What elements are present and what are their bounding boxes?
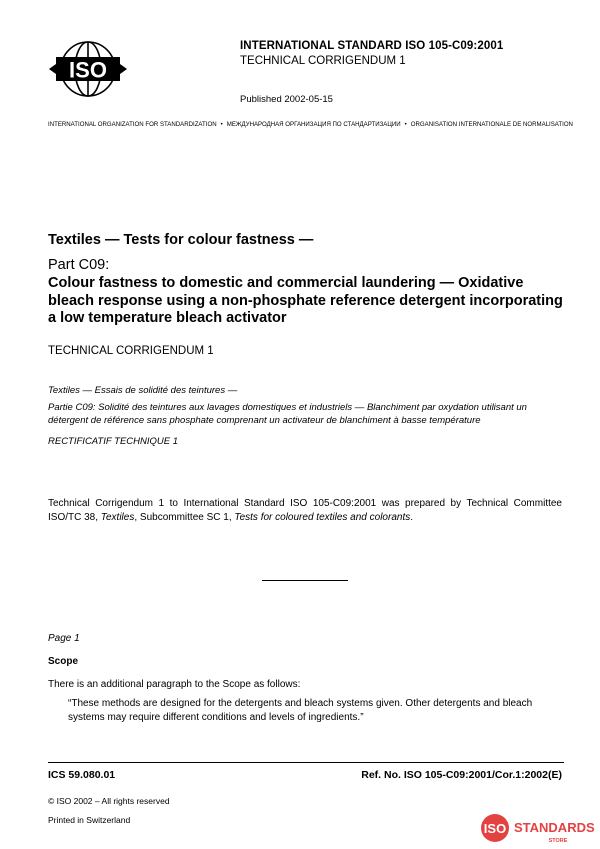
arrow-left-icon [49, 64, 56, 74]
arrow-right-icon [120, 64, 127, 74]
prepared-by-paragraph [48, 497, 562, 525]
prepared-text-1: Technical Corrigendum 1 to International Standard ISO 105-C09:2001 was prepared by Technical Committee ISO/TC 38, [48, 498, 562, 523]
org-separator: • [220, 121, 223, 128]
copyright-notice: © ISO 2002 – All rights reserved [48, 796, 170, 806]
organization-line [48, 121, 573, 128]
store-label-text: STORE [548, 838, 568, 844]
scope-quote: “These methods are designed for the detergents and bleach systems given. Other detergents and bleach systems may require different conditions and levels of ingredients.” [68, 698, 533, 723]
ics-code: ICS 59.080.01 [48, 769, 116, 781]
part-title: Colour fastness to domestic and commercial laundering — Oxidative bleach response using a non-phosphate reference detergent incorporating a low temperature bleach activator [48, 275, 563, 326]
org-name-en: INTERNATIONAL ORGANIZATION FOR STANDARDIZATION [48, 121, 217, 128]
corrigendum-heading: TECHNICAL CORRIGENDUM 1 [48, 345, 214, 357]
iso-standards-store-logo[interactable] [478, 812, 596, 846]
prepared-text-2: , Subcommittee SC 1, [134, 512, 235, 523]
footer-rule [48, 762, 564, 763]
standard-title: INTERNATIONAL STANDARD ISO 105-C09:2001 [240, 40, 504, 52]
section-divider [262, 580, 348, 581]
store-standards-text: STANDARDS [514, 820, 595, 835]
french-corrigendum: RECTIFICATIF TECHNIQUE 1 [48, 436, 179, 447]
main-title: Textiles — Tests for colour fastness — [48, 232, 314, 248]
published-date: Published 2002-05-15 [240, 94, 333, 105]
store-iso-text: ISO [483, 821, 507, 836]
org-separator: • [404, 121, 407, 128]
french-title: Textiles — Essais de solidité des teintures — [48, 385, 238, 396]
corrigendum-label: TECHNICAL CORRIGENDUM 1 [240, 55, 406, 67]
part-number: Part C09: [48, 257, 110, 273]
page-reference: Page 1 [48, 633, 80, 644]
iso-logo [47, 38, 129, 100]
subcommittee-name: Tests for coloured textiles and colorants [234, 512, 411, 523]
prepared-text-3: . [410, 512, 414, 523]
logo-text: ISO [69, 57, 107, 83]
printed-in: Printed in Switzerland [48, 815, 131, 825]
org-name-fr: ORGANISATION INTERNATIONALE DE NORMALISATION [410, 121, 573, 128]
org-name-ru: МЕЖДУНАРОДНАЯ ОРГАНИЗАЦИЯ ПО СТАНДАРТИЗАЦИИ [226, 121, 401, 128]
committee-name: Textiles [100, 512, 135, 523]
reference-number: Ref. No. ISO 105-C09:2001/Cor.1:2002(E) [361, 769, 562, 781]
scope-intro: There is an additional paragraph to the Scope as follows: [48, 679, 301, 690]
scope-heading: Scope [48, 656, 79, 667]
french-part-title: Partie C09: Solidité des teintures aux lavages domestiques et industriels — Blanchiment par oxydation utilisant un détergent de référence sans phosphate comprenant un activateur de blanchiment à basse température [48, 402, 527, 426]
